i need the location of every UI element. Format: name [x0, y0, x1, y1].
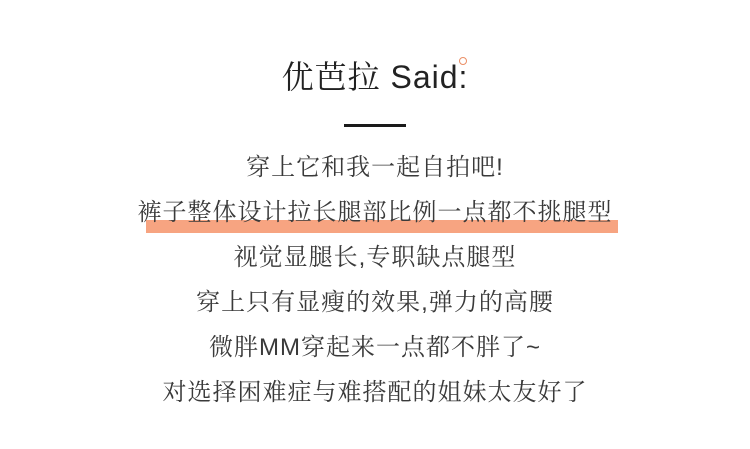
- description-line: 对选择困难症与难搭配的姐妹太友好了: [162, 379, 588, 406]
- description-text-block: [0, 145, 750, 415]
- description-line: 视觉显腿长,专职缺点腿型: [233, 244, 517, 271]
- divider-line: [344, 124, 406, 127]
- page-title: 优芭拉 Said:: [281, 59, 469, 95]
- description-line: 微胖MM穿起来一点都不胖了~: [209, 334, 541, 361]
- accent-ring-icon: [459, 57, 467, 65]
- description-line-text: 裤子整体设计拉长腿部比例一点都不挑腿型: [137, 199, 613, 226]
- description-line: 穿上只有显瘦的效果,弹力的高腰: [196, 289, 554, 316]
- description-line: 穿上它和我一起自拍吧!: [246, 154, 504, 181]
- description-line-highlighted: [0, 190, 750, 235]
